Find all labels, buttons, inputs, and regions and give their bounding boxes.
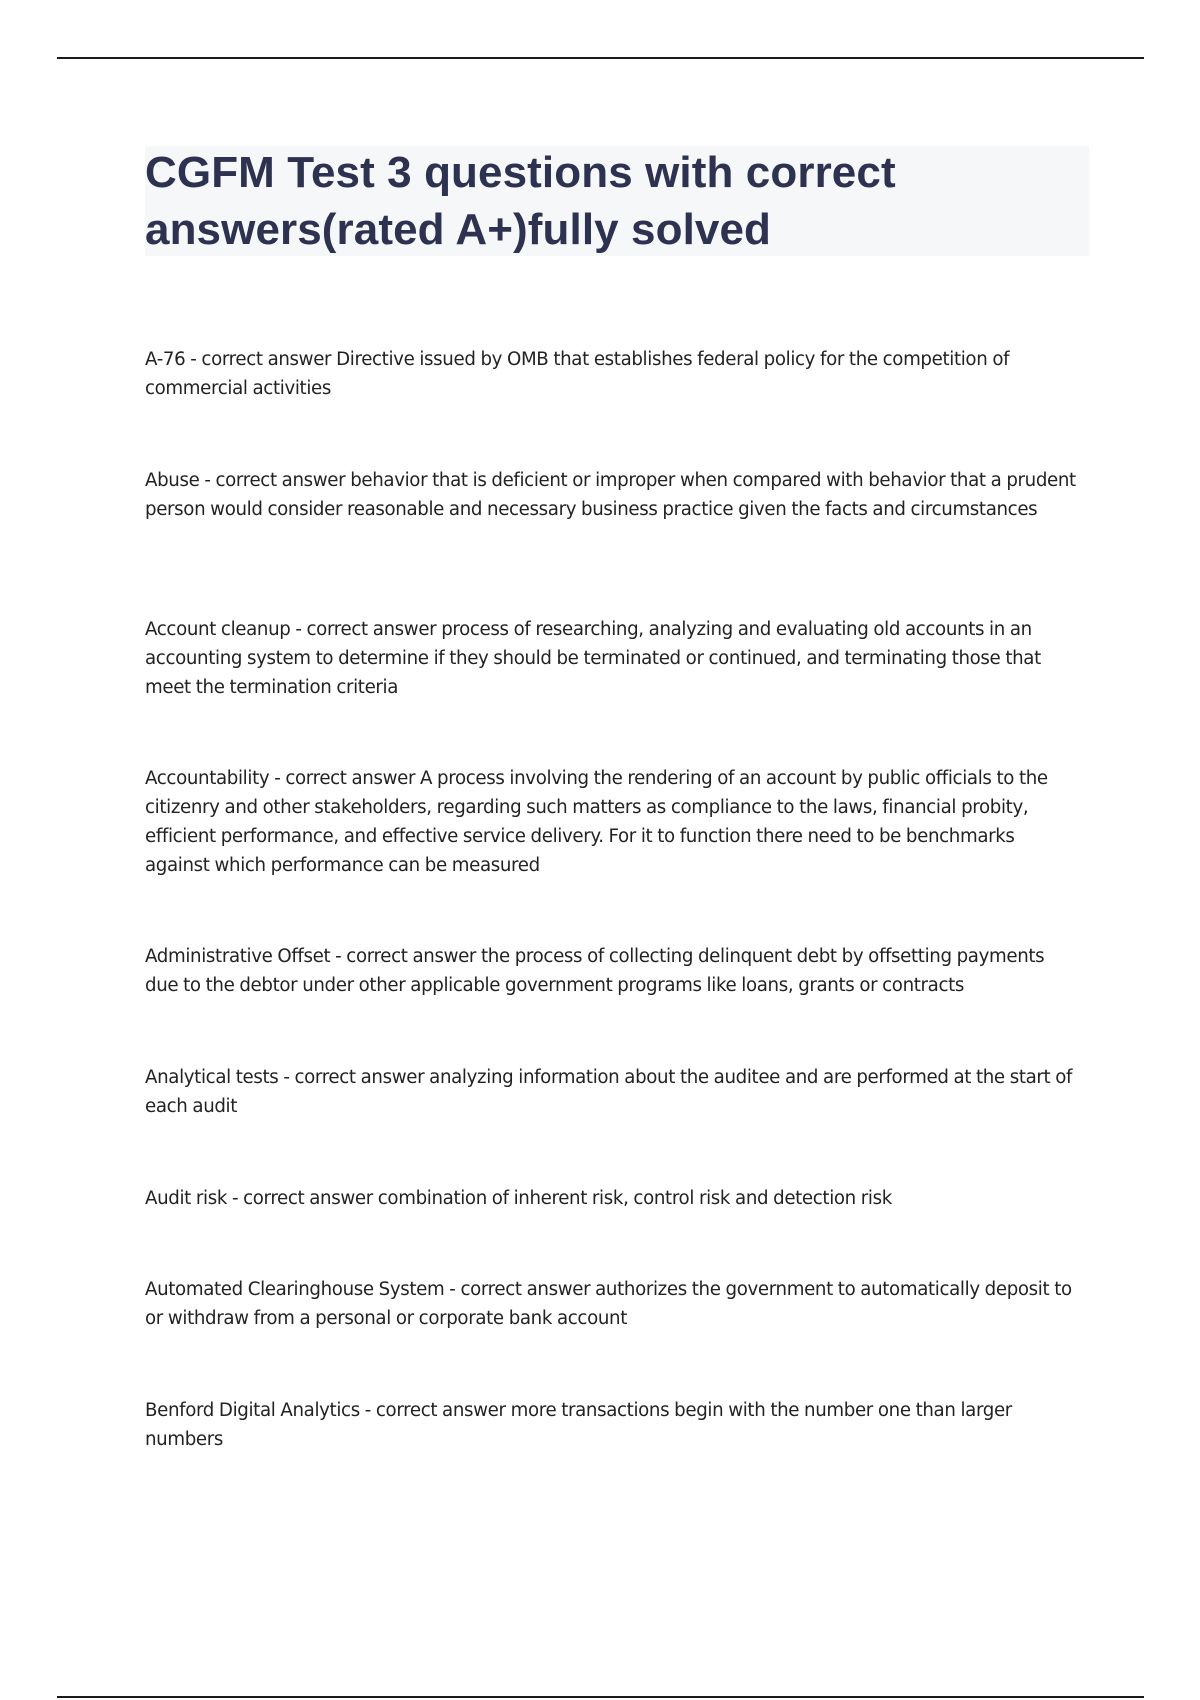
glossary-entry-audit-risk: Audit risk - correct answer combination of inherent risk, control risk and detection risk [145, 1188, 892, 1209]
glossary-entry-abuse: Abuse - correct answer behavior that is deficient or improper when compared with behavior that a prudent person would consider reasonable and necessary business practice given the facts and circumstances [145, 470, 1076, 520]
glossary-entry-analytical-tests: Analytical tests - correct answer analyzing information about the auditee and are performed at the start of each audit [145, 1067, 1073, 1117]
glossary-entry-automated-clearinghouse: Automated Clearinghouse System - correct answer authorizes the government to automatically deposit to or withdraw from a personal or corporate bank account [145, 1279, 1072, 1329]
glossary-entry-administrative-offset: Administrative Offset - correct answer the process of collecting delinquent debt by offsetting payments due to the debtor under other applicable government programs like loans, grants or contracts [145, 946, 1045, 996]
bottom-rule [57, 1696, 1144, 1698]
glossary-entry-account-cleanup: Account cleanup - correct answer process of researching, analyzing and evaluating old accounts in an accounting system to determine if they should be terminated or continued, and terminating those that meet the termination criteria [145, 619, 1041, 698]
top-rule [57, 57, 1144, 59]
glossary-entry-a76: A-76 - correct answer Directive issued by OMB that establishes federal policy for the competition of commercial activities [145, 349, 1010, 399]
glossary-entry-benford-digital-analytics: Benford Digital Analytics - correct answer more transactions begin with the number one than larger numbers [145, 1400, 1012, 1450]
document-title: CGFM Test 3 questions with correct answers(rated A+)fully solved [145, 148, 896, 254]
glossary-entry-accountability: Accountability - correct answer A process involving the rendering of an account by public officials to the citizenry and other stakeholders, regarding such matters as compliance to the laws, financial probity, efficient performance, and effective service delivery. For it to function there need to be benchmarks against which performance can be measured [145, 768, 1048, 876]
